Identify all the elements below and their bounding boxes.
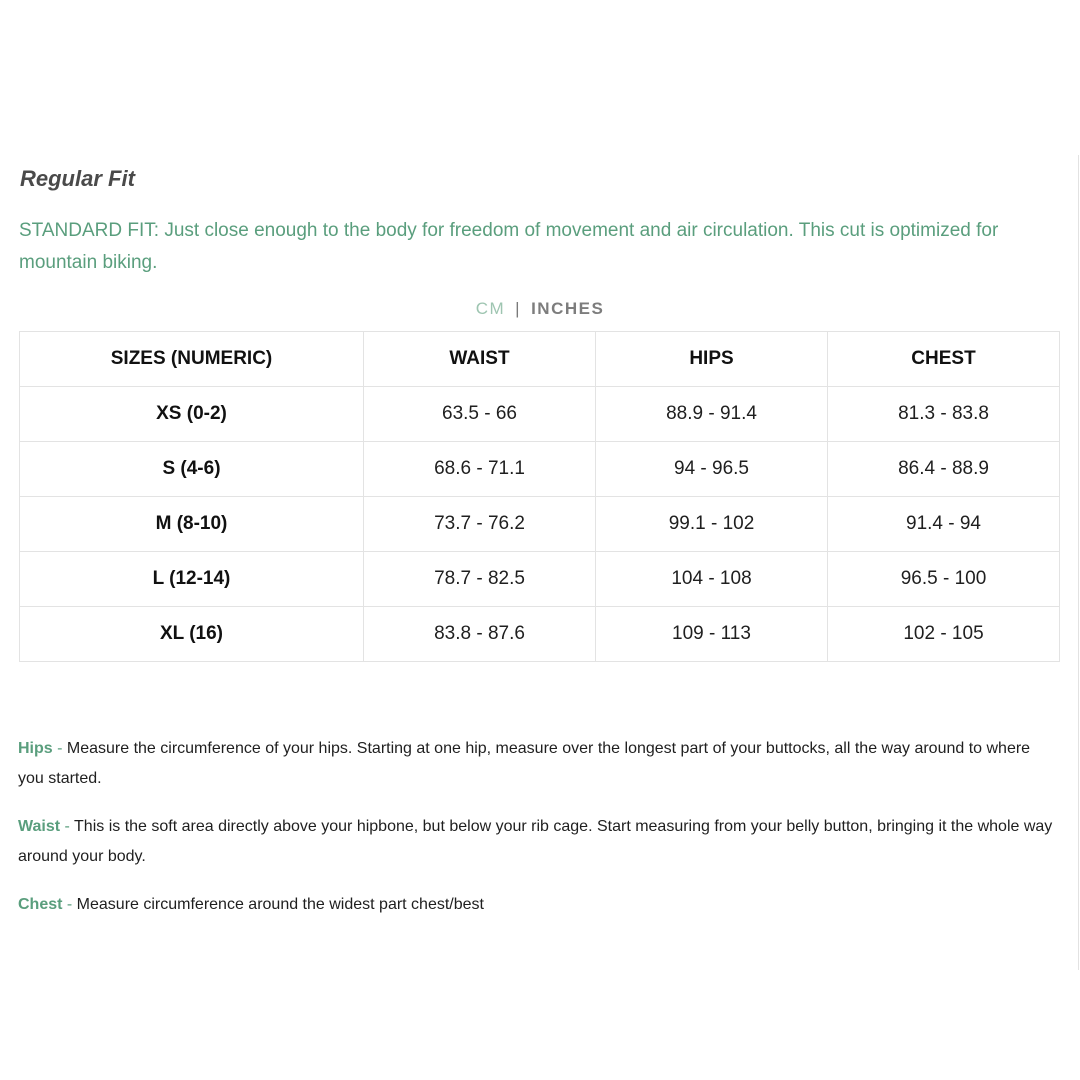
size-cell: S (4-6) [20,442,364,497]
hips-cell: 94 - 96.5 [596,442,828,497]
hips-cell: 99.1 - 102 [596,497,828,552]
size-cell: XL (16) [20,607,364,662]
note-text: This is the soft area directly above your hipbone, but below your rib cage. Start measuring from your belly button, bringing it the whole way around your body. [18,818,1053,865]
waist-cell: 73.7 - 76.2 [364,497,596,552]
unit-cm-button[interactable]: CM [475,299,506,318]
size-chart-table [19,331,1060,662]
measurement-notes [18,734,1058,938]
size-cell: L (12-14) [20,552,364,607]
waist-cell: 78.7 - 82.5 [364,552,596,607]
note-term: Chest [18,896,63,913]
unit-separator: | [515,299,522,318]
right-divider [1078,155,1079,970]
waist-cell: 68.6 - 71.1 [364,442,596,497]
header-waist: WAIST [364,332,596,387]
chest-cell: 96.5 - 100 [828,552,1060,607]
table-row [20,387,1060,442]
note-waist [18,812,1058,872]
note-chest [18,890,1058,920]
waist-cell: 63.5 - 66 [364,387,596,442]
note-term: Waist [18,818,61,835]
note-dash: - [60,818,75,835]
chest-cell: 102 - 105 [828,607,1060,662]
fit-description: STANDARD FIT: Just close enough to the body for freedom of movement and air circulation. This cut is optimized for mountain biking. [19,220,999,273]
chest-cell: 86.4 - 88.9 [828,442,1060,497]
table-row [20,607,1060,662]
size-cell: XS (0-2) [20,387,364,442]
table-row [20,552,1060,607]
fit-title: Regular Fit [20,166,135,191]
note-hips [18,734,1058,794]
hips-cell: 88.9 - 91.4 [596,387,828,442]
chest-cell: 81.3 - 83.8 [828,387,1060,442]
header-hips: HIPS [596,332,828,387]
table-header-row [20,332,1060,387]
hips-cell: 104 - 108 [596,552,828,607]
table-row [20,442,1060,497]
unit-toggle [0,298,1080,320]
chest-cell: 91.4 - 94 [828,497,1060,552]
header-chest: CHEST [828,332,1060,387]
size-cell: M (8-10) [20,497,364,552]
table-row [20,497,1060,552]
hips-cell: 109 - 113 [596,607,828,662]
note-text: Measure circumference around the widest part chest/best [76,896,484,913]
note-dash: - [62,896,77,913]
note-term: Hips [18,740,53,757]
unit-inches-button[interactable]: INCHES [531,299,605,318]
note-dash: - [52,740,67,757]
note-text: Measure the circumference of your hips. Starting at one hip, measure over the longest part of your buttocks, all the way around to where you started. [18,740,1031,787]
header-sizes: SIZES (NUMERIC) [20,332,364,387]
waist-cell: 83.8 - 87.6 [364,607,596,662]
